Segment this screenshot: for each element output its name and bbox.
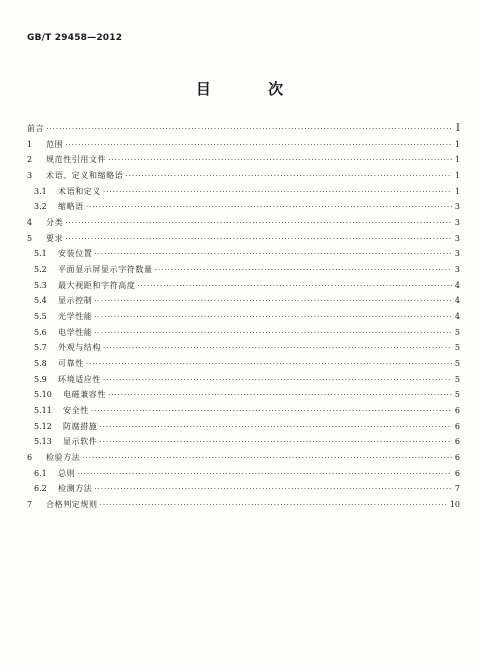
toc-page-number: 1 (454, 155, 460, 165)
toc-section-title: 平面显示屏显示字符数量 (58, 265, 153, 275)
toc-leader-dots (46, 124, 452, 134)
toc-entry[interactable] (27, 202, 460, 218)
toc-section-title: 规范性引用文件 (46, 155, 107, 165)
toc-page-number: 5 (454, 390, 460, 400)
standard-code: GB/T 29458—2012 (27, 33, 123, 43)
toc-section-number: 5.9 (34, 374, 47, 384)
toc-leader-dots (82, 453, 452, 463)
toc-entry[interactable] (27, 375, 460, 391)
toc-section-number: 5.13 (34, 437, 52, 447)
toc-section-number: 6.2 (34, 484, 47, 494)
toc-leader-dots (65, 218, 452, 228)
toc-page-number: 3 (454, 249, 460, 259)
toc-leader-dots (125, 171, 452, 181)
toc-section-title: 电磁兼容性 (63, 390, 106, 400)
toc-entry[interactable] (27, 390, 460, 406)
toc-section-number: 5.1 (34, 249, 47, 259)
table-of-contents (27, 124, 460, 516)
toc-page-number: 6 (454, 453, 460, 463)
toc-page-number: 6 (454, 406, 460, 416)
toc-section-title: 总则 (58, 468, 76, 478)
toc-page-number: 3 (454, 202, 460, 212)
toc-leader-dots (108, 155, 452, 165)
toc-section-title: 要求 (46, 233, 64, 243)
toc-section-number: 5.6 (34, 327, 47, 337)
toc-page-number: 3 (454, 218, 460, 228)
toc-page-number: 5 (454, 327, 460, 337)
toc-entry[interactable] (27, 328, 460, 344)
toc-section-title: 可靠性 (58, 359, 84, 369)
toc-leader-dots (137, 281, 452, 291)
toc-leader-dots (65, 234, 452, 244)
toc-section-number: 4 (27, 218, 33, 228)
toc-entry[interactable] (27, 484, 460, 500)
toc-entry[interactable] (27, 249, 460, 265)
toc-entry[interactable] (27, 469, 460, 485)
toc-section-title: 电学性能 (58, 327, 93, 337)
toc-entry[interactable] (27, 312, 460, 328)
toc-page-number: 7 (454, 484, 460, 494)
toc-section-number: 5.10 (34, 390, 52, 400)
toc-section-title: 检测方法 (58, 484, 93, 494)
toc-page-number: 1 (454, 139, 460, 149)
toc-section-number: 6 (27, 453, 33, 463)
toc-leader-dots (103, 375, 452, 385)
toc-section-number: 5.11 (34, 406, 52, 416)
toc-section-title: 前言 (27, 124, 45, 133)
toc-page-number: 10 (449, 500, 460, 510)
toc-section-number: 5 (27, 233, 33, 243)
toc-entry[interactable] (27, 124, 460, 140)
toc-entry[interactable] (27, 453, 460, 469)
toc-page-number: 3 (454, 233, 460, 243)
toc-page-number: 4 (454, 312, 460, 322)
toc-section-number: 5.12 (34, 421, 52, 431)
toc-section-title: 显示软件 (63, 437, 98, 447)
toc-section-number: 1 (27, 139, 33, 149)
toc-section-number: 7 (27, 500, 33, 510)
toc-entry[interactable] (27, 234, 460, 250)
toc-section-number: 6.1 (34, 468, 47, 478)
toc-leader-dots (103, 187, 452, 197)
toc-section-title: 术语、定义和缩略语 (46, 171, 124, 181)
toc-section-title: 显示控制 (58, 296, 93, 306)
toc-page-number: 6 (454, 468, 460, 478)
toc-section-title: 范围 (46, 139, 64, 149)
toc-entry[interactable] (27, 359, 460, 375)
toc-leader-dots (91, 406, 452, 416)
toc-section-title: 环境适应性 (58, 374, 101, 384)
toc-leader-dots (155, 265, 452, 275)
toc-entry[interactable] (27, 155, 460, 171)
toc-entry[interactable] (27, 296, 460, 312)
toc-entry[interactable] (27, 422, 460, 438)
toc-leader-dots (94, 328, 452, 338)
toc-section-title: 外观与结构 (58, 343, 101, 353)
toc-section-number: 5.2 (34, 265, 47, 275)
toc-page-number: 3 (454, 265, 460, 275)
toc-page-number: 4 (454, 280, 460, 290)
toc-page-number: 5 (454, 343, 460, 353)
toc-section-number: 5.5 (34, 312, 47, 322)
toc-entry[interactable] (27, 187, 460, 203)
page-title: 目 次 (195, 80, 310, 98)
toc-leader-dots (77, 469, 452, 479)
toc-section-title: 分类 (46, 218, 64, 228)
toc-entry[interactable] (27, 406, 460, 422)
toc-entry[interactable] (27, 140, 460, 156)
toc-entry[interactable] (27, 218, 460, 234)
toc-leader-dots (103, 343, 452, 353)
toc-leader-dots (94, 296, 452, 306)
toc-page-number: 4 (454, 296, 460, 306)
toc-page-number: 1 (454, 171, 460, 181)
toc-section-number: 5.7 (34, 343, 47, 353)
toc-section-title: 最大视距和字符高度 (58, 280, 136, 290)
toc-section-number: 5.4 (34, 296, 47, 306)
toc-leader-dots (94, 312, 452, 322)
toc-section-title: 合格判定规则 (46, 500, 98, 510)
toc-leader-dots (65, 140, 452, 150)
toc-section-number: 5.8 (34, 359, 47, 369)
toc-entry[interactable] (27, 171, 460, 187)
toc-section-title: 安装位置 (58, 249, 93, 259)
toc-section-title: 缩略语 (58, 202, 84, 212)
toc-section-title: 光学性能 (58, 312, 93, 322)
toc-page-number: 6 (454, 421, 460, 431)
toc-leader-dots (94, 484, 452, 494)
toc-page-number: 1 (454, 186, 460, 196)
toc-section-number: 3 (27, 171, 33, 181)
toc-section-number: 5.3 (34, 280, 47, 290)
toc-section-title: 术语和定义 (58, 186, 101, 196)
toc-page-number: 6 (454, 437, 460, 447)
toc-leader-dots (86, 359, 452, 369)
toc-leader-dots (100, 500, 448, 510)
toc-leader-dots (94, 249, 452, 259)
toc-page-number: 5 (454, 374, 460, 384)
toc-entry[interactable] (27, 281, 460, 297)
toc-page-number: I (456, 123, 460, 134)
toc-entry[interactable] (27, 437, 460, 453)
toc-leader-dots (99, 437, 452, 447)
toc-section-title: 检验方法 (46, 453, 81, 463)
toc-entry[interactable] (27, 500, 460, 516)
toc-section-title: 安全性 (63, 406, 89, 416)
toc-entry[interactable] (27, 265, 460, 281)
toc-section-title: 防腐措施 (63, 421, 98, 431)
toc-section-number: 3.1 (34, 186, 47, 196)
toc-leader-dots (99, 422, 452, 432)
toc-leader-dots (86, 202, 452, 212)
toc-section-number: 3.2 (34, 202, 47, 212)
toc-section-number: 2 (27, 155, 33, 165)
toc-entry[interactable] (27, 343, 460, 359)
toc-page-number: 5 (454, 359, 460, 369)
toc-leader-dots (108, 390, 452, 400)
